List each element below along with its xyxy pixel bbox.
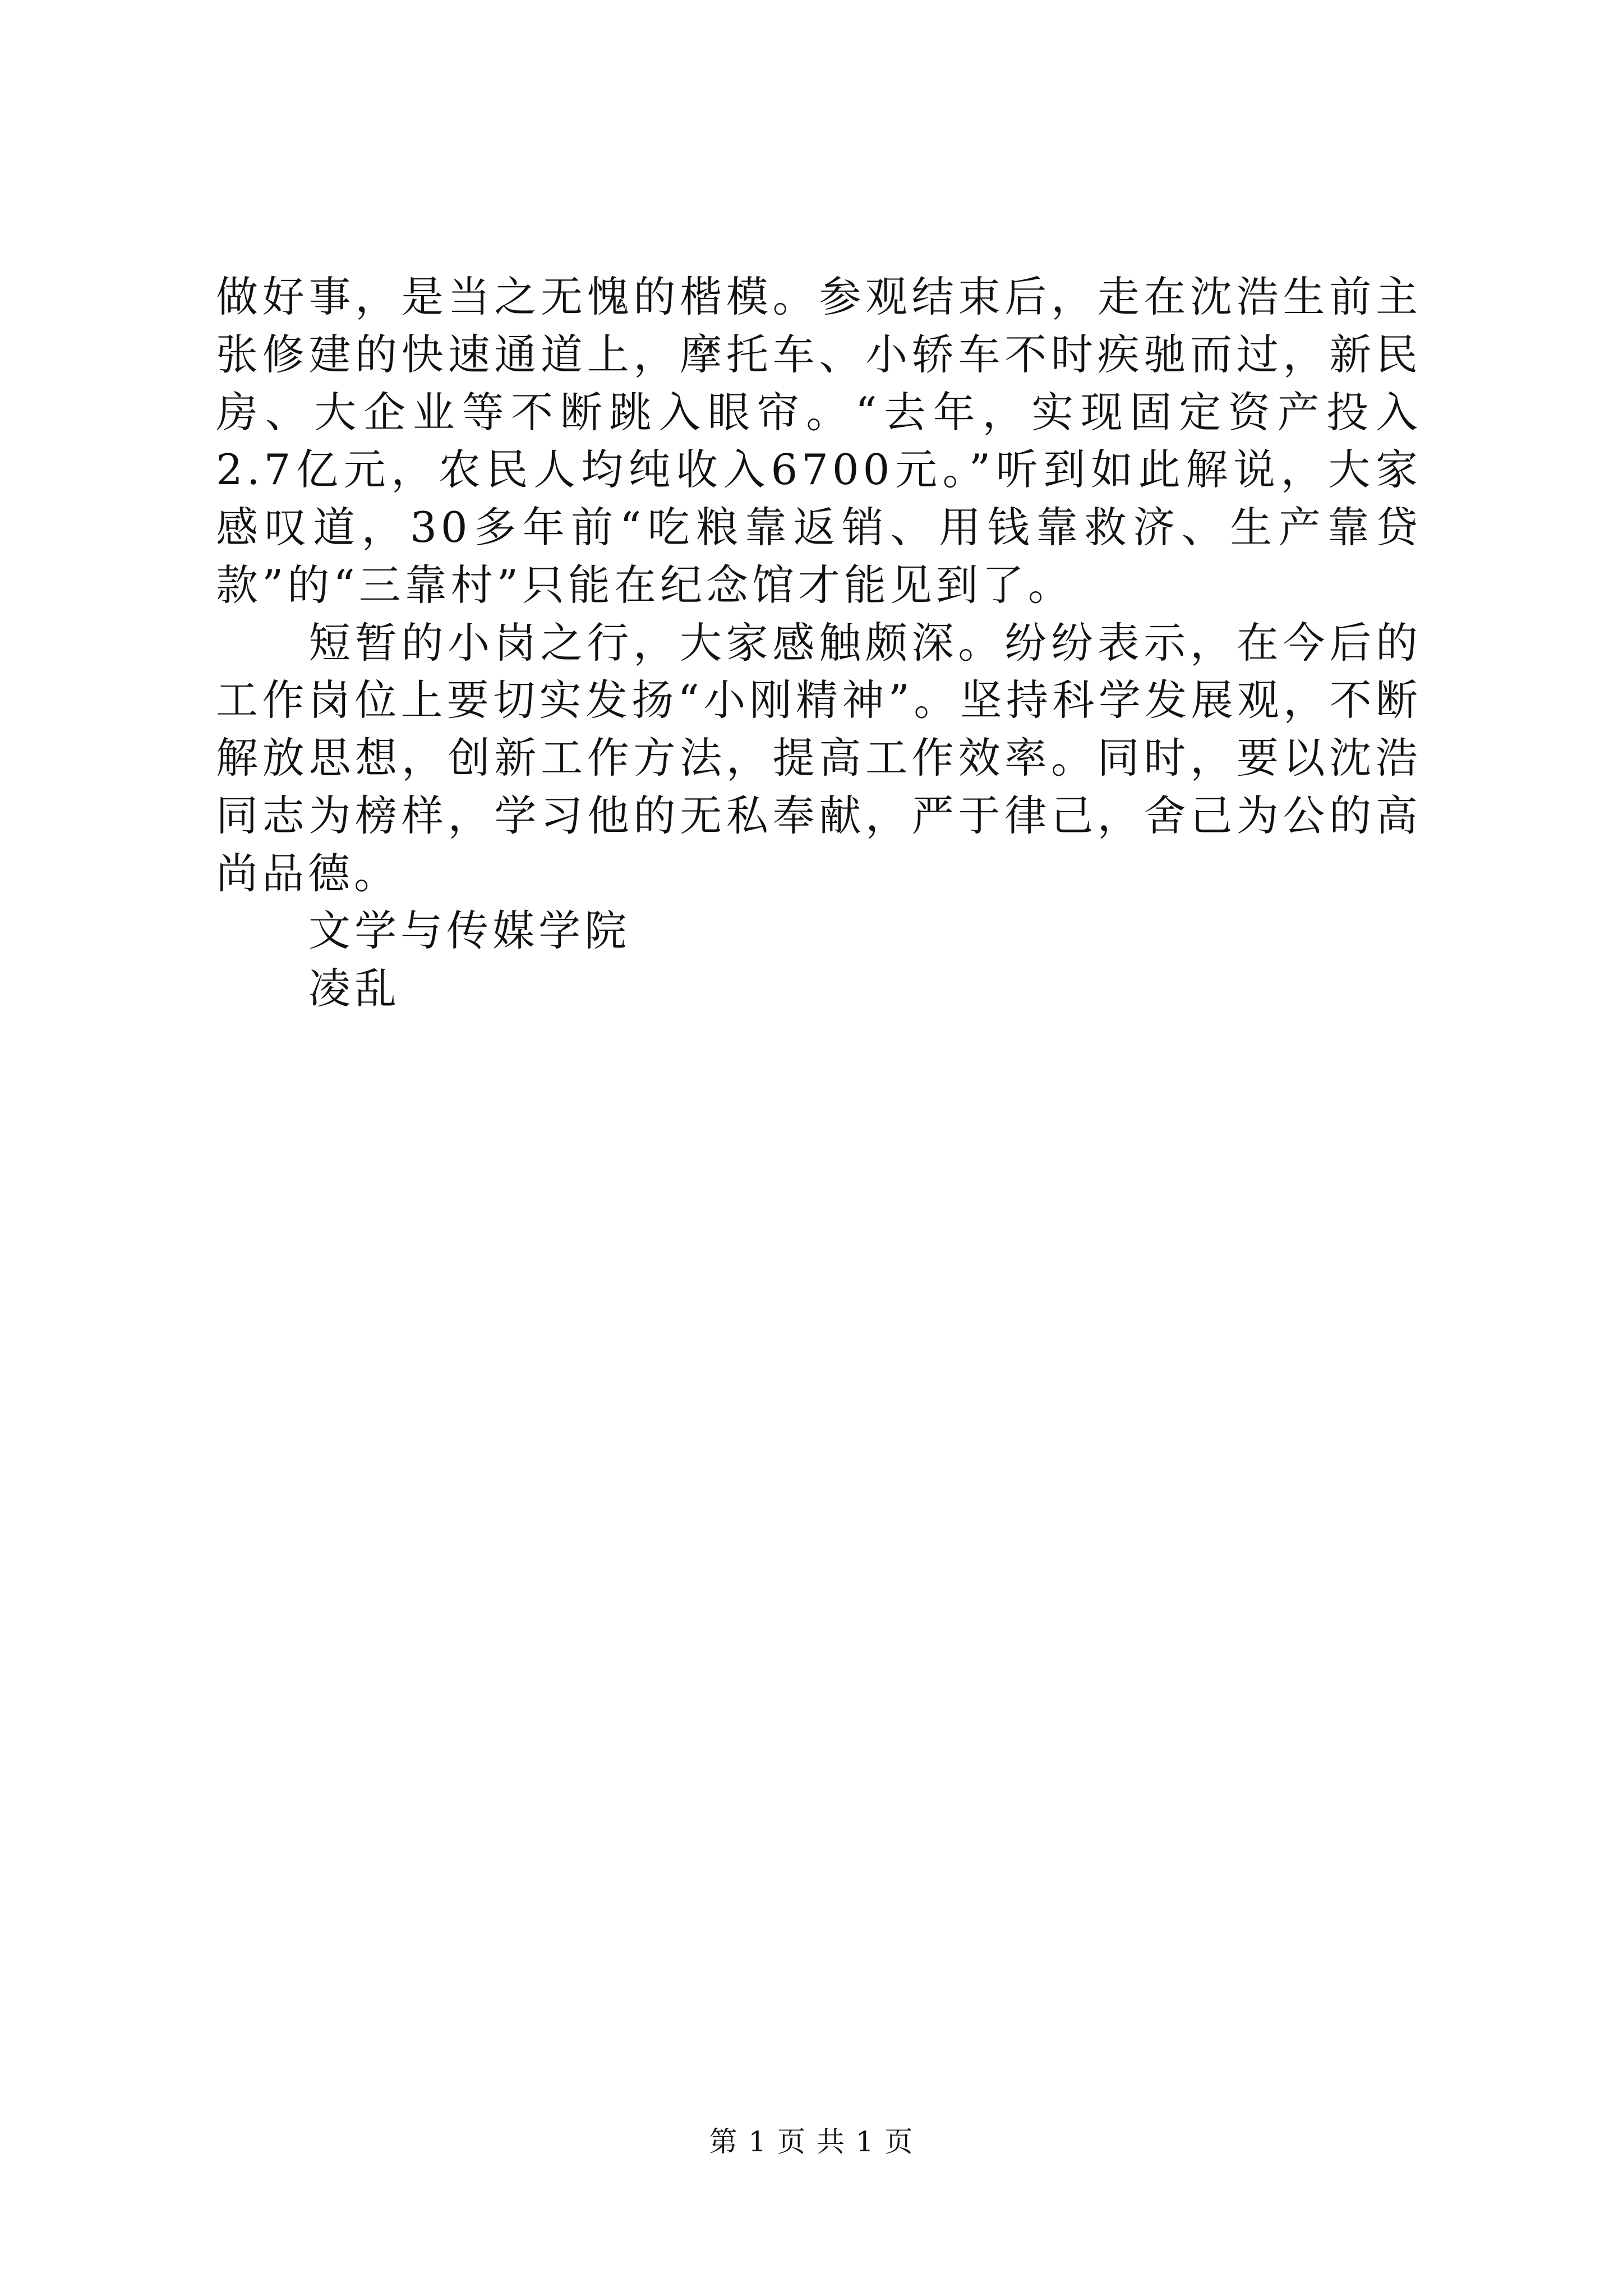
page-number-indicator: 第 1 页 共 1 页 (709, 2125, 914, 2158)
paragraph-2: 短暂的小岗之行，大家感触颇深。纷纷表示，在今后的工作岗位上要切实发扬“小刚精神”。坚持科学发展观，不断解放思想，创新工作方法，提高工作效率。同时，要以沈浩同志为榜样，学习他的无私奉献，严于律己，舍己为公的高尚品德。 (216, 618, 1422, 898)
page-footer (0, 2119, 1623, 2160)
document-body (216, 268, 1422, 1018)
signature-author: 凌乱 (308, 964, 401, 1013)
paragraph-1: 做好事，是当之无愧的楷模。参观结束后，走在沈浩生前主张修建的快速通道上，摩托车、小轿车不时疾驰而过，新民房、大企业等不断跳入眼帘。“去年，实现固定资产投入2.7亿元，农民人均纯收入6700元。”听到如此解说，大家感叹道，30多年前“吃粮靠返销、用钱靠救济、生产靠贷款”的“三靠村”只能在纪念馆才能见到了。 (216, 272, 1422, 610)
signature-organization: 文学与传媒学院 (308, 906, 631, 956)
